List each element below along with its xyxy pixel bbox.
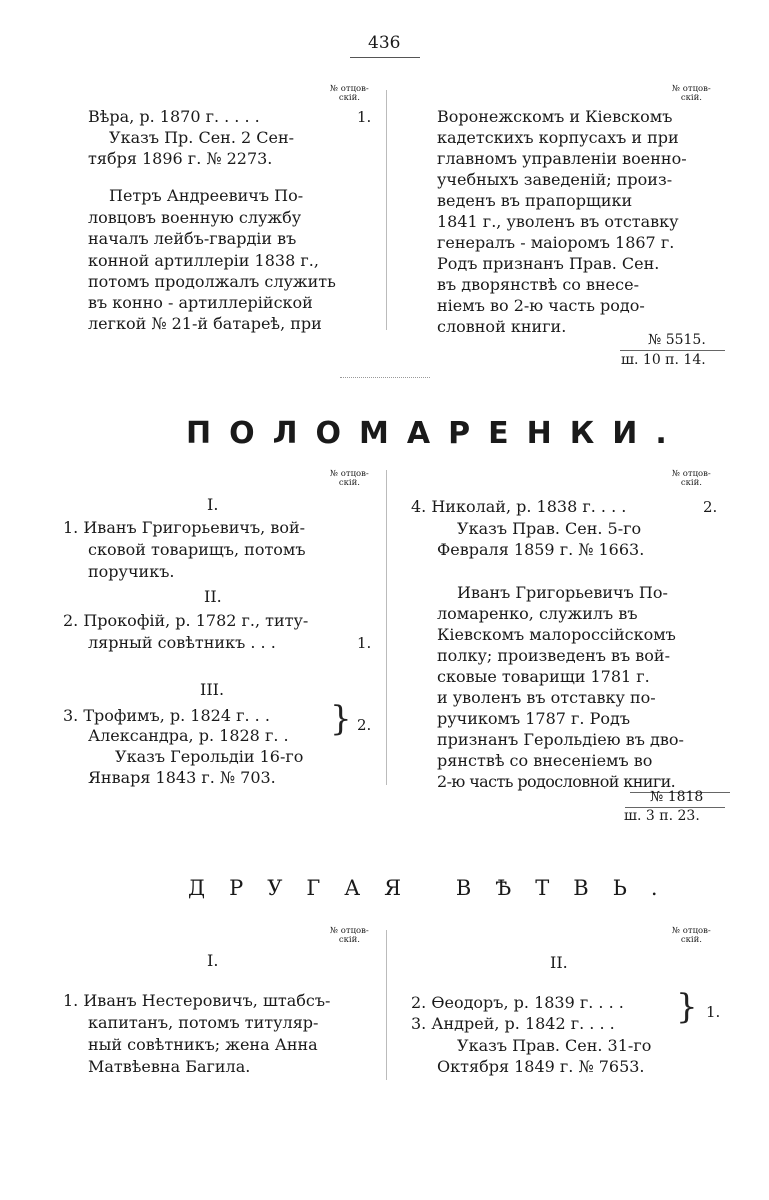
text-line: лярный совѣтникъ . . . — [88, 633, 276, 652]
text-line: началъ лейбъ-гвардіи въ — [88, 229, 297, 248]
text-line: Вѣра, р. 1870 г. . . . . — [88, 107, 260, 126]
section-separator — [340, 377, 430, 378]
text-line: поручикъ. — [88, 562, 175, 581]
father-number-note: № отцов- скій. — [330, 469, 369, 488]
text-line: ломаренко, служилъ въ — [437, 604, 638, 623]
generation-numeral: II. — [204, 587, 222, 606]
text-line: тября 1896 г. № 2273. — [88, 149, 273, 168]
reference-location: ш. 10 п. 14. — [621, 352, 706, 368]
reference-number: № 1818 — [650, 789, 704, 805]
text-line: въ конно - артиллерійской — [88, 293, 313, 312]
text-line: Января 1843 г. № 703. — [88, 768, 276, 787]
text-line: Александра, р. 1828 г. . — [88, 726, 289, 745]
text-line: рянствѣ со внесеніемъ во — [437, 751, 653, 770]
text-line: 2. Прокофій, р. 1782 г., титу- — [63, 611, 309, 630]
text-line: 2. Ѳеодоръ, р. 1839 г. . . . — [411, 993, 624, 1012]
text-line: и уволенъ въ отставку по- — [437, 688, 656, 707]
family-heading: ПОЛОМАРЕНКИ. — [186, 416, 685, 451]
father-number-note: № отцов- скій. — [672, 469, 711, 488]
text-line: ловцовъ военную службу — [88, 208, 302, 227]
text-line: 2-ю часть родословной книги. — [437, 772, 676, 791]
father-number-note: № отцов- скій. — [672, 926, 711, 945]
text-line: 1. Иванъ Нестеровичъ, штабсъ- — [63, 991, 331, 1010]
branch-heading: ДРУГАЯ ВѢТВЬ. — [188, 876, 682, 900]
generation-numeral: III. — [200, 680, 225, 699]
text-line: сковые товарищи 1781 г. — [437, 667, 650, 686]
text-line: Указъ Герольдіи 16-го — [115, 747, 304, 766]
text-line: потомъ продолжалъ служить — [88, 272, 336, 291]
column-divider — [386, 90, 387, 330]
text-line: ручикомъ 1787 г. Родъ — [437, 709, 631, 728]
text-line: ный совѣтникъ; жена Анна — [88, 1035, 318, 1054]
page-number: 436 — [368, 33, 401, 53]
text-line: словной книги. — [437, 317, 567, 336]
text-line: 1. Иванъ Григорьевичъ, вой- — [63, 518, 306, 537]
text-line: Февраля 1859 г. № 1663. — [437, 540, 645, 559]
text-line: Указъ Прав. Сен. 5-го — [457, 519, 642, 538]
text-line: Октября 1849 г. № 7653. — [437, 1057, 645, 1076]
text-line: учебныхъ заведеній; произ- — [437, 170, 673, 189]
text-line: 4. Николай, р. 1838 г. . . . — [411, 497, 627, 516]
text-line: Воронежскомъ и Кіевскомъ — [437, 107, 673, 126]
text-line: сковой товарищъ, потомъ — [88, 540, 306, 559]
text-line: 1841 г., уволенъ въ отставку — [437, 212, 679, 231]
column-divider — [386, 470, 387, 785]
brace-glyph: } — [676, 987, 698, 1027]
text-line: Родъ признанъ Прав. Сен. — [437, 254, 660, 273]
text-line: Кіевскомъ малороссійскомъ — [437, 625, 676, 644]
text-line: Указъ Пр. Сен. 2 Сен- — [109, 128, 295, 147]
text-line: ніемъ во 2-ю часть родо- — [437, 296, 645, 315]
father-number: 1. — [357, 108, 372, 126]
brace-glyph: } — [330, 699, 352, 739]
reference-number: № 5515. — [648, 332, 706, 348]
text-line: въ дворянствѣ со внесе- — [437, 275, 639, 294]
text-line: 3. Трофимъ, р. 1824 г. . . — [63, 706, 270, 725]
text-line: капитанъ, потомъ титуляр- — [88, 1013, 319, 1032]
text-line: веденъ въ прапорщики — [437, 191, 633, 210]
text-line: Иванъ Григорьевичъ По- — [457, 583, 668, 602]
father-number: 2. — [357, 716, 372, 734]
father-number: 1. — [357, 634, 372, 652]
father-number-note: № отцов- скій. — [330, 926, 369, 945]
text-line: генералъ - маіоромъ 1867 г. — [437, 233, 675, 252]
text-line: легкой № 21-й батареѣ, при — [88, 314, 322, 333]
father-number: 2. — [703, 498, 718, 516]
text-line: 3. Андрей, р. 1842 г. . . . — [411, 1014, 615, 1033]
text-line: полку; произведенъ въ вой- — [437, 646, 670, 665]
father-number: 1. — [706, 1003, 721, 1021]
father-number-note: № отцов- скій. — [672, 84, 711, 103]
text-line: Петръ Андреевичъ По- — [109, 186, 304, 205]
text-line: главномъ управленіи военно- — [437, 149, 687, 168]
text-line: конной артиллеріи 1838 г., — [88, 251, 319, 270]
generation-numeral: I. — [207, 951, 219, 970]
text-line: Указъ Прав. Сен. 31-го — [457, 1036, 652, 1055]
generation-numeral: II. — [550, 953, 568, 972]
generation-numeral: I. — [207, 495, 219, 514]
page-number-rule — [350, 57, 420, 58]
column-divider — [386, 930, 387, 1080]
text-line: кадетскихъ корпусахъ и при — [437, 128, 679, 147]
text-line: Матвѣевна Багила. — [88, 1057, 251, 1076]
reference-location: ш. 3 п. 23. — [624, 808, 700, 824]
text-line: признанъ Герольдіею въ дво- — [437, 730, 684, 749]
father-number-note: № отцов- скій. — [330, 84, 369, 103]
